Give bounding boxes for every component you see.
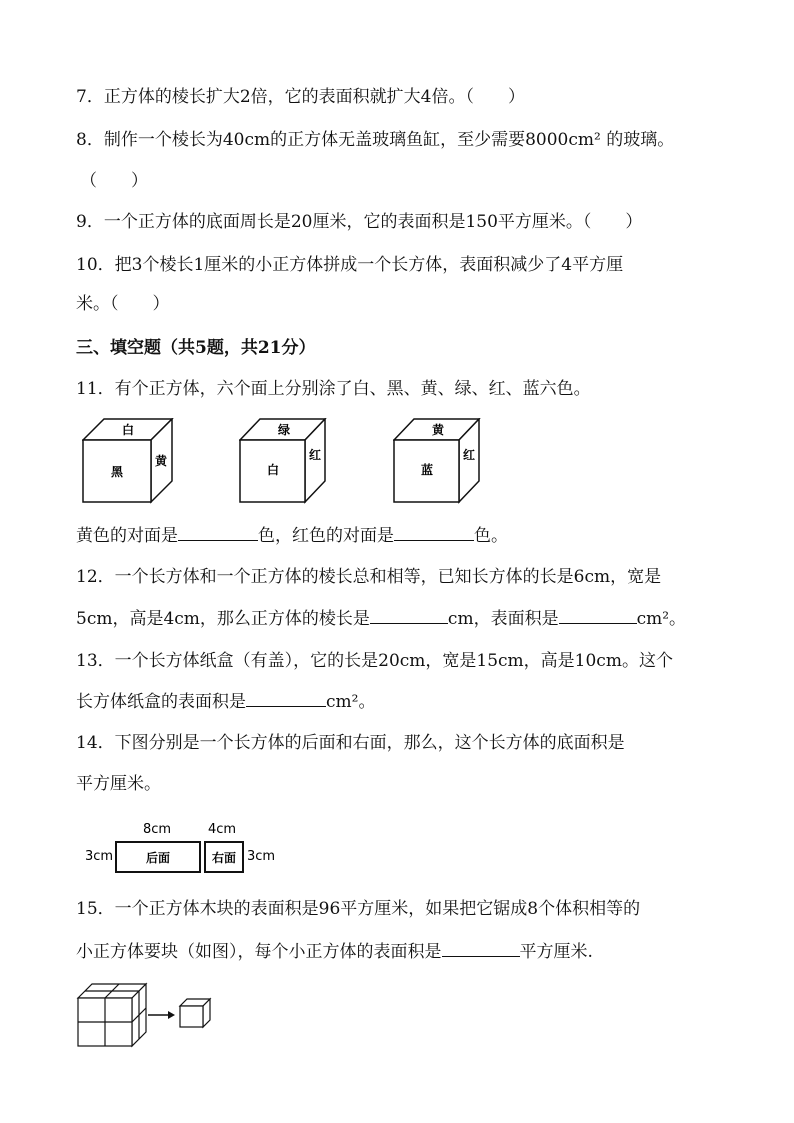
q12-text-3: cm²。 — [636, 609, 687, 629]
arrow-right-icon — [148, 1011, 175, 1019]
back-face-width-label: 8cm — [142, 822, 172, 837]
question-11: 11．有个正方体，六个面上分别涂了白、黑、黄、绿、红、蓝六色。 — [76, 379, 591, 399]
right-face-label: 右面 — [211, 851, 237, 865]
q12-text-1: 5cm，高是4cm，那么正方体的棱长是 — [76, 609, 370, 629]
question-10-line-1: 10．把3个棱长1厘米的小正方体拼成一个长方体，表面积减少了4平方厘 — [76, 255, 624, 275]
cube-figure-2 — [239, 418, 327, 504]
cube-figure-1 — [82, 418, 174, 504]
answer-blank-cube-area[interactable] — [559, 607, 637, 624]
cube-1-front-label: 黑 — [110, 465, 124, 479]
q11-text-2: 色，红色的对面是 — [258, 526, 394, 546]
cube-figure-3 — [393, 418, 481, 504]
cube-2-front-label: 白 — [266, 463, 280, 477]
back-face-height-label: 3cm — [85, 849, 114, 864]
question-14-line-1: 14．下图分别是一个长方体的后面和右面，那么，这个长方体的底面积是 — [76, 733, 625, 753]
cube-1-right-label: 黄 — [154, 454, 168, 468]
q13-text-2: cm²。 — [326, 692, 376, 712]
answer-blank-box-area[interactable] — [246, 690, 326, 707]
question-12-line-2 — [76, 607, 686, 630]
q11-text-1: 黄色的对面是 — [76, 526, 178, 546]
question-10-line-2: 米。（ ） — [76, 294, 170, 314]
cube-3-top-label: 黄 — [431, 423, 445, 437]
question-8-line-2: （ ） — [80, 171, 148, 191]
right-face-width-label: 4cm — [207, 822, 237, 837]
question-9: 9．一个正方体的底面周长是20厘米，它的表面积是150平方厘米。（ ） — [76, 212, 643, 232]
q12-text-2: cm，表面积是 — [447, 609, 559, 629]
question-15-line-2 — [76, 940, 593, 963]
back-face-label: 后面 — [145, 851, 171, 865]
question-13-line-2 — [76, 690, 375, 713]
cube-2-right-label: 红 — [308, 448, 322, 462]
question-7: 7．正方体的棱长扩大2倍，它的表面积就扩大4倍。（ ） — [76, 87, 525, 107]
q15-text-2: 平方厘米. — [519, 942, 593, 962]
answer-blank-opposite-red[interactable] — [394, 524, 474, 541]
cube-2-top-label: 绿 — [277, 423, 291, 437]
cube-split-figure — [76, 982, 216, 1048]
answer-blank-opposite-yellow[interactable] — [178, 524, 258, 541]
question-13-line-1: 13．一个长方体纸盒（有盖），它的长是20cm，宽是15cm，高是10cm。这个 — [76, 651, 673, 671]
q15-text-1: 小正方体要块（如图），每个小正方体的表面积是 — [76, 942, 442, 962]
question-11-answer — [76, 524, 508, 547]
q11-text-3: 色。 — [474, 526, 508, 546]
cuboid-faces-figure — [82, 818, 282, 878]
right-face-height-label: 3cm — [247, 849, 276, 864]
cube-3-right-label: 红 — [462, 448, 476, 462]
question-8-line-1: 8．制作一个棱长为40cm的正方体无盖玻璃鱼缸，至少需要8000cm² 的玻璃。 — [76, 130, 675, 150]
cube-3-front-label: 蓝 — [420, 463, 434, 477]
question-14-line-2: 平方厘米。 — [76, 774, 161, 794]
question-12-line-1: 12．一个长方体和一个正方体的棱长总和相等，已知长方体的长是6cm，宽是 — [76, 567, 662, 587]
section-3-heading: 三、填空题（共5题，共21分） — [76, 338, 316, 358]
question-15-line-1: 15．一个正方体木块的表面积是96平方厘米，如果把它锯成8个体积相等的 — [76, 899, 641, 919]
answer-blank-cube-edge[interactable] — [370, 607, 448, 624]
answer-blank-small-cube-area[interactable] — [442, 940, 520, 957]
q13-text-1: 长方体纸盒的表面积是 — [76, 692, 246, 712]
cube-1-top-label: 白 — [121, 423, 135, 437]
